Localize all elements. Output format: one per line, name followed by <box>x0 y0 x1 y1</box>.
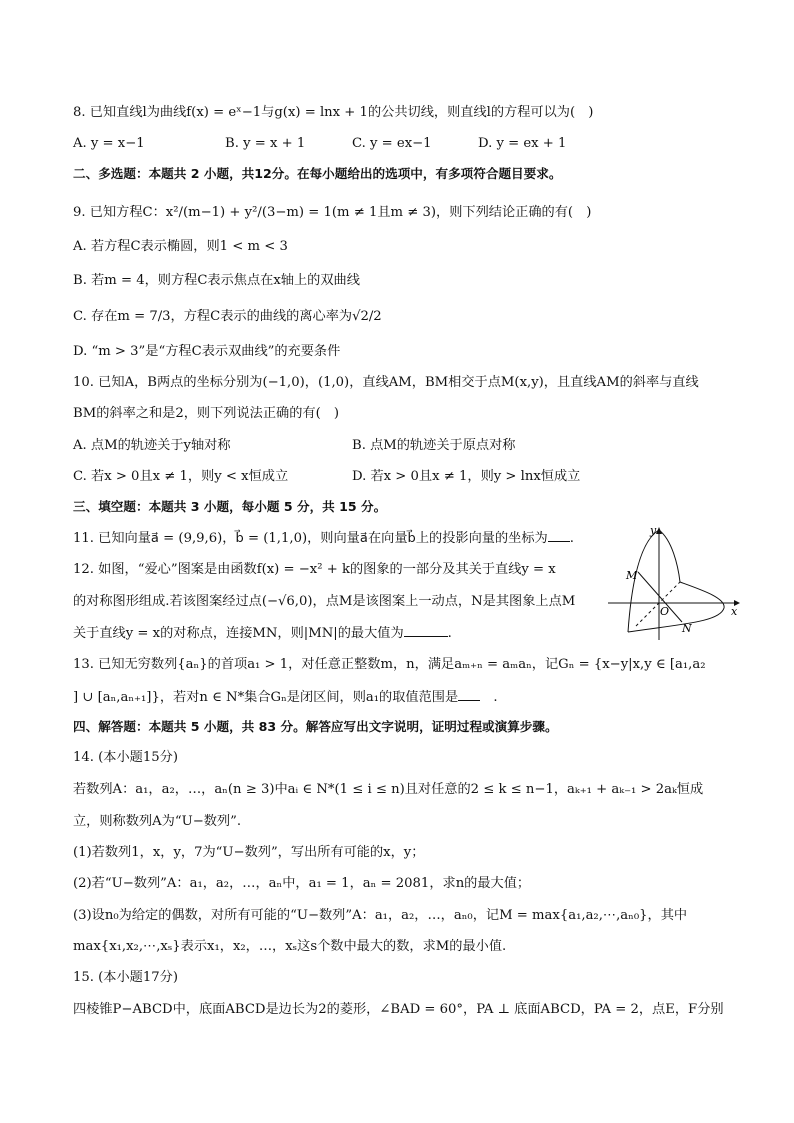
q13-text: ] ∪ [aₙ,aₙ₊₁]}，若对n ∈ N*集合Gₙ是闭区间，则a₁的取值范围是 <box>73 690 459 705</box>
heart-curve-upper-right <box>659 530 680 582</box>
answer-blank <box>404 624 448 637</box>
point-n-label: N <box>682 622 692 635</box>
q10-option-c: C. 若x > 0且x ≠ 1，则y < x恒成立 <box>73 469 289 484</box>
q11-text: 11. 已知向量a⃗ = (9,9,6)，b⃗ = (1,1,0)，则向量a⃗在向量b⃗上的投影向量的坐标为 <box>73 531 548 546</box>
point-m-label: M <box>626 569 638 582</box>
q8-option-a: A. y = x−1 <box>73 136 145 151</box>
q15-line1: 四棱锥P−ABCD中，底面ABCD是边长为2的菱形，∠BAD = 60°，PA ⊥ 底面ABCD，PA = 2，点E，F分别 <box>73 1002 724 1017</box>
y-axis-label: y <box>650 524 657 537</box>
q14-part1: (1)若数列1，x，y，7为“U−数列”，写出所有可能的x，y； <box>73 845 425 860</box>
q8-option-d: D. y = ex + 1 <box>478 136 567 151</box>
q10-option-a: A. 点M的轨迹关于y轴对称 <box>73 438 231 453</box>
heart-figure <box>602 520 742 642</box>
q14-title: 14. (本小题15分) <box>73 750 178 765</box>
q14-line2: 立，则称数列A为“U−数列”. <box>73 814 242 829</box>
section-heading-solutions: 四、解答题：本题共 5 小题，共 83 分。解答应写出文字说明，证明过程或演算步骤。 <box>73 719 558 734</box>
q9-stem: 9. 已知方程C：x²/(m−1) + y²/(3−m) = 1(m ≠ 1且m ≠ 3)，则下列结论正确的有( ) <box>73 205 592 220</box>
q13-line2: ] ∪ [aₙ,aₙ₊₁]}，若对n ∈ N*集合Gₙ是闭区间，则a₁的取值范围是 . <box>73 690 498 705</box>
q14-part3-line1: (3)设n₀为给定的偶数，对所有可能的“U−数列”A：a₁，a₂，…，aₙ₀，记M = max{a₁,a₂,⋯,aₙ₀}，其中 <box>73 908 688 923</box>
q9-option-a: A. 若方程C表示椭圆，则1 < m < 3 <box>73 239 288 254</box>
q14-part2: (2)若“U−数列”A：a₁，a₂，…，aₙ中，a₁ = 1，aₙ = 2081，求n的最大值； <box>73 876 531 891</box>
q12-text: 关于直线y = x的对称点，连接MN，则|MN|的最大值为 <box>73 626 404 641</box>
q12-line1: 12. 如图，“爱心”图案是由函数f(x) = −x² + k的图象的一部分及其关于直线y = x <box>73 562 556 577</box>
q12-line2: 的对称图形组成.若该图案经过点(−√6,0)，点M是该图案上一动点，N是其图象上点M <box>73 594 576 609</box>
x-axis-label: x <box>731 605 738 618</box>
q10-option-b: B. 点M的轨迹关于原点对称 <box>352 438 516 453</box>
q8-option-b: B. y = x + 1 <box>225 136 306 151</box>
q10-option-d: D. 若x > 0且x ≠ 1，则y > lnx恒成立 <box>352 469 581 484</box>
q10-stem-line1: 10. 已知A，B两点的坐标分别为(−1,0)，(1,0)，直线AM，BM相交于点M(x,y)，且直线AM的斜率与直线 <box>73 375 699 390</box>
line-y-equals-x <box>636 582 680 626</box>
origin-label: O <box>660 605 670 618</box>
q8-option-c: C. y = ex−1 <box>352 136 432 151</box>
q11-stem: 11. 已知向量a⃗ = (9,9,6)，b⃗ = (1,1,0)，则向量a⃗在向量b⃗上的投影向量的坐标为 . <box>73 531 574 546</box>
q13-line1: 13. 已知无穷数列{aₙ}的首项a₁ > 1，对任意正整数m，n，满足aₘ₊ₙ = aₘaₙ，记Gₙ = {x−y|x,y ∈ [a₁,a₂ <box>73 657 706 672</box>
q14-part3-line2: max{x₁,x₂,⋯,xₛ}表示x₁，x₂，…，xₛ这s个数中最大的数，求M的最小值. <box>73 939 507 954</box>
q9-option-c: C. 存在m = 7/3，方程C表示的曲线的离心率为√2/2 <box>73 309 382 324</box>
q12-line3: 关于直线y = x的对称点，连接MN，则|MN|的最大值为 . <box>73 626 452 641</box>
section-heading-fill-in: 三、填空题：本题共 3 小题，每小题 5 分，共 15 分。 <box>73 499 387 514</box>
q14-line1: 若数列A：a₁，a₂，…，aₙ(n ≥ 3)中aᵢ ∈ N*(1 ≤ i ≤ n)且对任意的2 ≤ k ≤ n−1，aₖ₊₁ + aₖ₋₁ > 2aₖ恒成 <box>73 782 704 797</box>
q10-stem-line2: BM的斜率之和是2，则下列说法正确的有( ) <box>73 406 340 421</box>
answer-blank <box>458 688 480 701</box>
q9-option-b: B. 若m = 4，则方程C表示焦点在x轴上的双曲线 <box>73 273 360 288</box>
section-heading-multiple-choice: 二、多选题：本题共 2 小题，共12分。在每小题给出的选项中，有多项符合题目要求。 <box>73 166 562 181</box>
q8-stem: 8. 已知直线l为曲线f(x) = eˣ−1与g(x) = lnx + 1的公共切线，则直线l的方程可以为( ) <box>73 105 594 120</box>
q15-title: 15. (本小题17分) <box>73 970 178 985</box>
heart-curve-reflected <box>628 582 724 632</box>
answer-blank <box>548 529 570 542</box>
q9-option-d: D. “m > 3”是“方程C表示双曲线”的充要条件 <box>73 344 341 359</box>
